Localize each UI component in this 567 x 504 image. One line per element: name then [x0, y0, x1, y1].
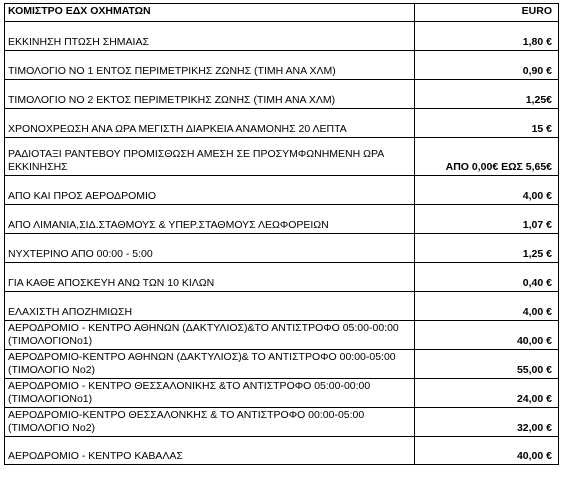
table-row	[5, 437, 559, 465]
table-row	[5, 22, 559, 51]
table-row	[5, 292, 559, 321]
fare-amount-cell: 15 €	[415, 109, 559, 138]
fare-description-cell: ΑΕΡΟΔΡΟΜΙΟ - ΚΕΝΤΡΟ ΚΑΒΑΛΑΣ	[5, 437, 415, 465]
fare-description-cell: ΓΙΑ ΚΑΘΕ ΑΠΟΣΚΕΥΗ ΑΝΩ ΤΩΝ 10 ΚΙΛΩΝ	[5, 263, 415, 292]
fare-amount-cell: 55,00 €	[415, 350, 559, 379]
fare-description-cell: ΑΠΟ ΚΑΙ ΠΡΟΣ ΑΕΡΟΔΡΟΜΙΟ	[5, 176, 415, 205]
fare-description-cell: ΑΕΡΟΔΡΟΜΙΟ - ΚΕΝΤΡΟ ΘΕΣΣΑΛΟΝΙΚΗΣ &ΤΟ ΑΝΤΙΣΤΡΟΦΟ 05:00-00:00 (ΤΙΜΟΛΟΓΙΟΝο1)	[5, 379, 415, 408]
fare-amount-cell: 1,25 €	[415, 234, 559, 263]
fare-description-cell: ΕΛΑΧΙΣΤΗ ΑΠΟΖΗΜΙΩΣΗ	[5, 292, 415, 321]
fare-description-cell: ΑΕΡΟΔΡΟΜΙΟ - ΚΕΝΤΡΟ ΑΘΗΝΩΝ (ΔΑΚΤΥΛΙΟΣ)&ΤΟ ΑΝΤΙΣΤΡΟΦΟ 05:00-00:00 (ΤΙΜΟΛΟΓΙΟΝο1)	[5, 321, 415, 350]
fare-amount-cell: 1,07 €	[415, 205, 559, 234]
fare-amount-cell: ΑΠΟ 0,00€ ΕΩΣ 5,65€	[415, 138, 559, 176]
fare-amount-cell: 1,80 €	[415, 22, 559, 51]
fare-description-cell: ΕΚΚΙΝΗΣΗ ΠΤΩΣΗ ΣΗΜΑΙΑΣ	[5, 22, 415, 51]
fare-amount-cell: 24,00 €	[415, 379, 559, 408]
fare-amount-cell: 32,00 €	[415, 408, 559, 437]
table-row	[5, 138, 559, 176]
fare-amount-cell: 40,00 €	[415, 437, 559, 465]
table-header-row	[5, 4, 559, 22]
table-row	[5, 379, 559, 408]
fare-table	[4, 3, 559, 465]
table-row	[5, 109, 559, 138]
fare-description-cell: ΤΙΜΟΛΟΓΙΟ ΝΟ 1 ΕΝΤΟΣ ΠΕΡΙΜΕΤΡΙΚΗΣ ΖΩΝΗΣ (ΤΙΜΗ ΑΝΑ ΧΛΜ)	[5, 51, 415, 80]
table-row	[5, 234, 559, 263]
fare-description-cell: ΡΑΔΙΟΤΑΞΙ ΡΑΝΤΕΒΟΥ ΠΡΟΜΙΣΘΩΣΗ ΑΜΕΣΗ ΣΕ ΠΡΟΣΥΜΦΩΝΗΜΕΝΗ ΩΡΑ ΕΚΚΙΝΗΣΗΣ	[5, 138, 415, 176]
table-row	[5, 321, 559, 350]
fare-amount-cell: 1,25€	[415, 80, 559, 109]
header-description-cell: ΚΟΜΙΣΤΡΟ ΕΔΧ ΟΧΗΜΑΤΩΝ	[5, 4, 415, 22]
fare-amount-cell: 0,90 €	[415, 51, 559, 80]
table-row	[5, 408, 559, 437]
fare-table-body	[5, 4, 559, 465]
table-row	[5, 263, 559, 292]
fare-description-cell: ΝΥΧΤΕΡΙΝΟ ΑΠΟ 00:00 - 5:00	[5, 234, 415, 263]
fare-amount-cell: 0,40 €	[415, 263, 559, 292]
fare-amount-cell: 40,00 €	[415, 321, 559, 350]
fare-description-cell: ΑΕΡΟΔΡΟΜΙΟ-ΚΕΝΤΡΟ ΘΕΣΣΑΛΟΝΚΗΣ & ΤΟ ΑΝΤΙΣΤΡΟΦΟ 00:00-05:00 (ΤΙΜΟΛΟΓΙΟ Νο2)	[5, 408, 415, 437]
table-row	[5, 51, 559, 80]
fare-description-cell: ΑΕΡΟΔΡΟΜΙΟ-ΚΕΝΤΡΟ ΑΘΗΝΩΝ (ΔΑΚΤΥΛΙΟΣ)& ΤΟ ΑΝΤΙΣΤΡΟΦΟ 00:00-05:00 (ΤΙΜΟΛΟΓΙΟ Νο2)	[5, 350, 415, 379]
fare-description-cell: ΤΙΜΟΛΟΓΙΟ ΝΟ 2 ΕΚΤΟΣ ΠΕΡΙΜΕΤΡΙΚΗΣ ΖΩΝΗΣ (ΤΙΜΗ ΑΝΑ ΧΛΜ)	[5, 80, 415, 109]
table-row	[5, 205, 559, 234]
fare-amount-cell: 4,00 €	[415, 292, 559, 321]
table-row	[5, 176, 559, 205]
table-row	[5, 350, 559, 379]
fare-description-cell: ΑΠΟ ΛΙΜΑΝΙΑ,ΣΙΔ.ΣΤΑΘΜΟΥΣ & ΥΠΕΡ.ΣΤΑΘΜΟΥΣ ΛΕΩΦΟΡΕΙΩΝ	[5, 205, 415, 234]
fare-description-cell: ΧΡΟΝΟΧΡΕΩΣΗ ΑΝΑ ΩΡΑ ΜΕΓΙΣΤΗ ΔΙΑΡΚΕΙΑ ΑΝΑΜΟΝΗΣ 20 ΛΕΠΤΑ	[5, 109, 415, 138]
table-row	[5, 80, 559, 109]
header-amount-cell: EURO	[415, 4, 559, 22]
fare-amount-cell: 4,00 €	[415, 176, 559, 205]
